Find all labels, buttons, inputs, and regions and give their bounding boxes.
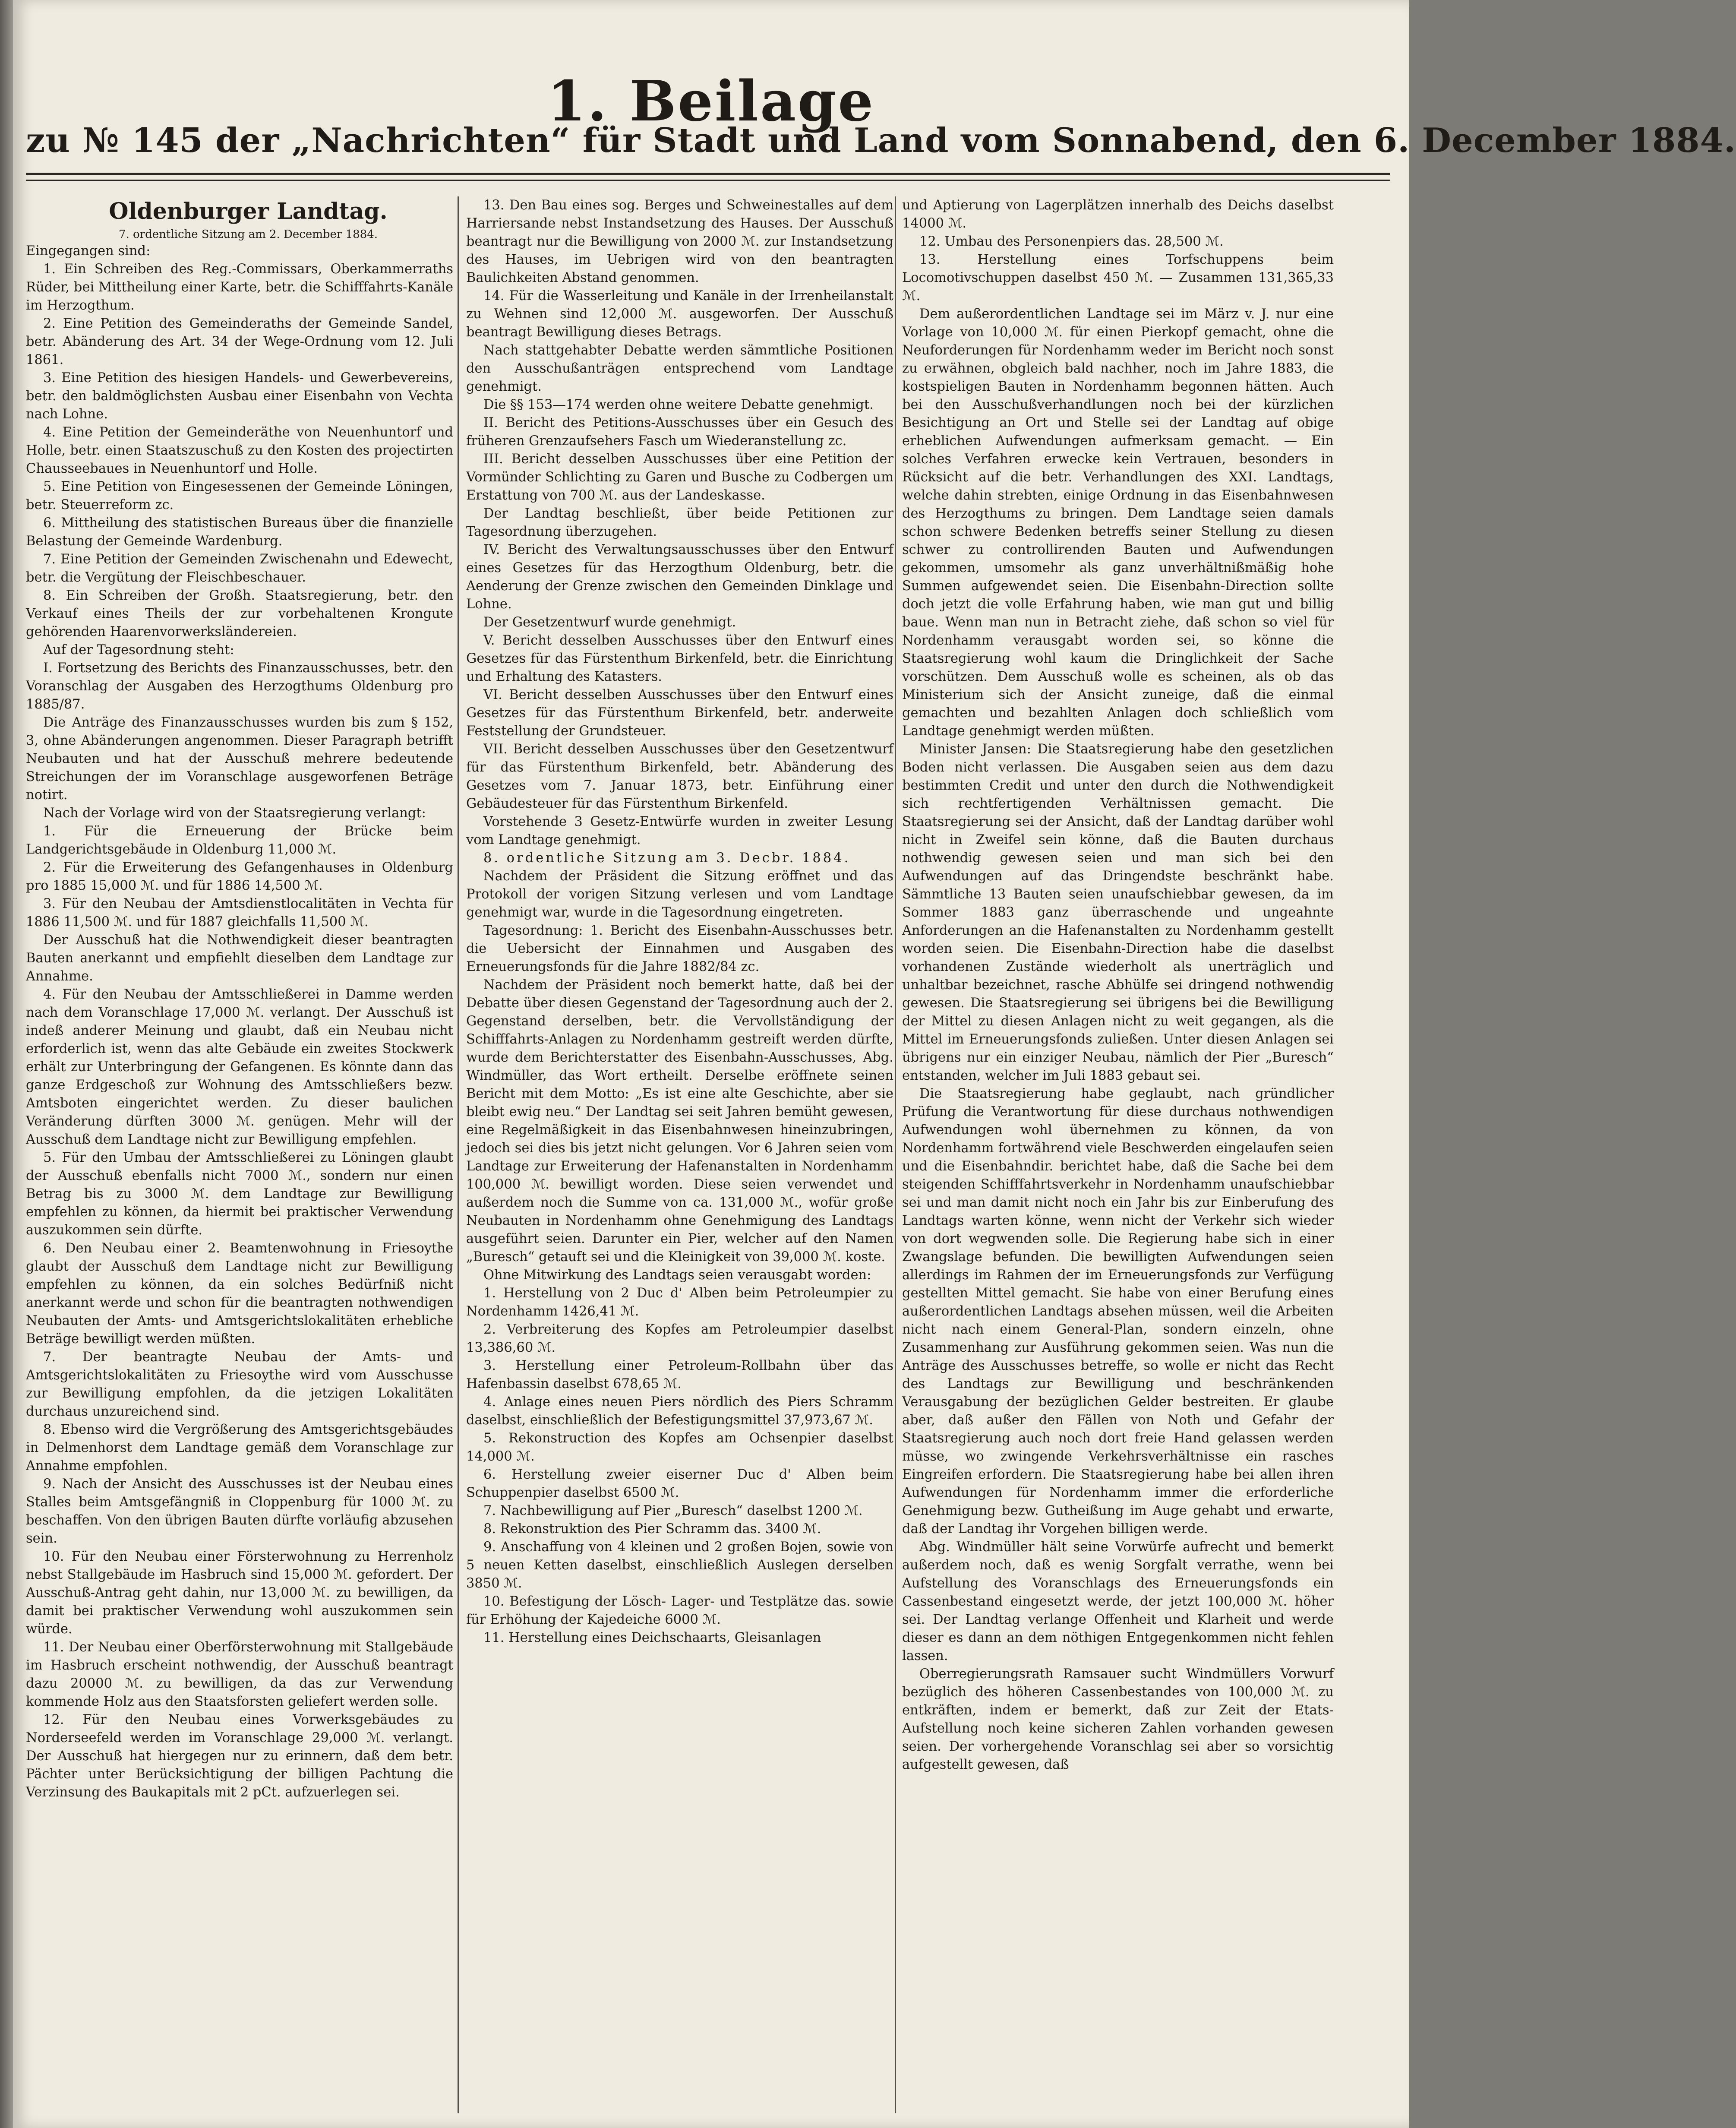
issue-line: zu № 145 der „Nachrichten“ für Stadt und Land vom Sonnabend, den 6. December 1884. bbox=[26, 121, 1736, 160]
book-binding bbox=[0, 0, 13, 2128]
paragraph: 4. Eine Petition der Gemeinderäthe von Neuenhuntorf und Holle, betr. einen Staatszuschuß zu den Kosten des projectirten Chausseebaues in Neuenhuntorf und Holle. bbox=[26, 425, 453, 476]
paragraph: VI. Bericht desselben Ausschusses über den Entwurf eines Gesetzes für das Fürstenthum Birkenfeld, betr. anderweite Feststellung der Grundsteuer. bbox=[466, 687, 893, 739]
paragraph: 2. Eine Petition des Gemeinderaths der Gemeinde Sandel, betr. Abänderung des Art. 34 der Wege-Ordnung vom 12. Juli 1861. bbox=[26, 316, 453, 367]
column-3 bbox=[902, 196, 1334, 2113]
paragraph: Eingegangen sind: bbox=[26, 243, 151, 259]
paragraph: Die §§ 153—174 werden ohne weitere Debatte genehmigt. bbox=[483, 397, 874, 412]
paragraph: 10. Befestigung der Lösch- Lager- und Testplätze das. sowie für Erhöhung der Kajedeiche 6000 ℳ. bbox=[466, 1594, 893, 1627]
paragraph: Nach der Vorlage wird von der Staatsregierung verlangt: bbox=[43, 806, 426, 821]
column-1 bbox=[26, 196, 453, 2113]
supplement-title: 1. Beilage bbox=[547, 69, 875, 134]
paragraph: IV. Bericht des Verwaltungsausschusses über den Entwurf eines Gesetzes für das Herzogthum Oldenburg, betr. die Aenderung der Grenze zwischen den Gemeinden Dinklage und Lohne. bbox=[466, 542, 893, 612]
paragraph: 3. Eine Petition des hiesigen Handels- und Gewerbevereins, betr. den baldmöglichsten Ausbau einer Eisenbahn von Vechta nach Lohne. bbox=[26, 370, 453, 422]
header-rule-thin bbox=[26, 180, 1390, 181]
paragraph: 11. Der Neubau einer Oberförsterwohnung mit Stallgebäude im Hasbruch erscheint nothwendig, der Ausschuß beantragt dazu 20000 ℳ. zu bewilligen, da das zur Verwendung kommende Holz aus den Staatsforsten geliefert werden solle. bbox=[26, 1640, 453, 1709]
paragraph: 5. Für den Umbau der Amtsschließerei zu Löningen glaubt der Ausschuß ebenfalls nicht 7000 ℳ., sondern nur einen Betrag bis zu 3000 ℳ. dem Landtage zur Bewilligung empfehlen zu können, da hiermit bei praktischer Verwendung auszukommen sein dürfte. bbox=[26, 1150, 453, 1238]
paragraph: 6. Herstellung zweier eiserner Duc d' Alben beim Schuppenpier daselbst 6500 ℳ. bbox=[466, 1467, 893, 1500]
paragraph: 12. Für den Neubau eines Vorwerksgebäudes zu Norderseefeld werden im Voranschlage 29,000 ℳ. verlangt. Der Ausschuß hat hiergegen nur zu erinnern, daß dem betr. Pächter unter Berücksichtigung der billigen Pachtung die Verzinsung des Baukapitals mit 2 pCt. aufzuerlegen sei. bbox=[26, 1712, 453, 1800]
paragraph: 7. Der beantragte Neubau der Amts- und Amtsgerichtslokalitäten zu Friesoythe wird vom Ausschusse zur Bewilligung empfohlen, da die jetzigen Lokalitäten durchaus unzureichend sind. bbox=[26, 1350, 453, 1419]
paragraph: 6. Den Neubau einer 2. Beamtenwohnung in Friesoythe glaubt der Ausschuß dem Landtage nicht zur Bewilligung empfehlen zu können, da ein solches Bedürfniß nicht anerkannt werde und schon für die beantragten nothwendigen Neubauten der Amts- und Amtsgerichtslokalitäten erhebliche Beträge bewilligt werden müßten. bbox=[26, 1241, 453, 1347]
paragraph: 10. Für den Neubau einer Försterwohnung zu Herrenholz nebst Stallgebäude im Hasbruch sind 15,000 ℳ. gefordert. Der Ausschuß-Antrag geht dahin, nur 13,000 ℳ. zu bewilligen, da damit bei praktischer Verwendung wohl auszukommen sein würde. bbox=[26, 1549, 453, 1637]
paragraph: Abg. Windmüller hält seine Vorwürfe aufrecht und bemerkt außerdem noch, daß es wenig Sorgfalt verrathe, wenn bei Aufstellung des Voranschlags des Erneuerungsfonds ein Cassenbestand eingesetzt werde, der jetzt 100,000 ℳ. höher sei. Der Landtag verlange Offenheit und Klarheit und werde dieser es dann an dem nöthigen Entgegenkommen nicht fehlen lassen. bbox=[902, 1540, 1334, 1663]
paragraph: Dem außerordentlichen Landtage sei im März v. J. nur eine Vorlage von 10,000 ℳ. für einen Pierkopf gemacht, ohne die Neuforderungen für Nordenhamm weder im Bericht noch sonst zu erwähnen, obgleich bald nachher, noch im Jahre 1883, die kostspieligen Bauten in Nordenhamm begonnen hätten. Auch bei den Ausschußverhandlungen noch bei der kürzlichen Besichtigung an Ort und Stelle sei der Landtag auf obige erheblichen Aufwendungen aufmerksam gemacht. — Ein solches Verfahren erwecke kein Vertrauen, besonders in Rücksicht auf die betr. Verhandlungen des XXI. Landtags, welche dahin strebten, einige Ordnung in das Eisenbahnwesen des Herzogthums zu bringen. Dem Landtage seien damals schon schwere Bedenken betreffs seiner Stellung zu diesen schwer zu controllirenden Bauten und Aufwendungen gekommen, umsomehr als ganz unverhältnißmäßig hohe Summen aufgewendet seien. Die Eisenbahn-Direction sollte doch jetzt die volle Erfahrung haben, wie man gut und billig baue. Wenn man nun in Betracht ziehe, daß schon so viel für Nordenhamm verausgabt worden sei, so könne die Staatsregierung wohl kaum die Dringlichkeit der Sache vorschützen. Dem Ausschuß wolle es scheinen, als ob das Ministerium sich der Ansicht zuneige, daß die einmal gemachten und bezahlten Anlagen doch schließlich vom Landtage genehmigt werden müßten. bbox=[902, 307, 1334, 739]
paragraph: Ohne Mitwirkung des Landtags seien verausgabt worden: bbox=[483, 1268, 871, 1283]
paragraph: 11. Herstellung eines Deichschaarts, Gleisanlagen bbox=[483, 1630, 821, 1645]
paragraph: 2. Verbreiterung des Kopfes am Petroleumpier daselbst 13,386,60 ℳ. bbox=[466, 1322, 893, 1355]
paragraph: V. Bericht desselben Ausschusses über den Entwurf eines Gesetzes für das Fürstenthum Birkenfeld, betr. die Einrichtung und Erhaltung des Katasters. bbox=[466, 633, 893, 684]
paragraph: Nach stattgehabter Debatte werden sämmtliche Positionen den Ausschußanträgen entsprechend vom Landtage genehmigt. bbox=[466, 343, 893, 394]
paragraph: 12. Umbau des Personenpiers das. 28,500 ℳ. bbox=[919, 234, 1224, 249]
paragraph: 9. Nach der Ansicht des Ausschusses ist der Neubau eines Stalles beim Amtsgefängniß in Cloppenburg für 1000 ℳ. zu beschaffen. Von den übrigen Bauten dürfte vorläufig abzusehen sein. bbox=[26, 1477, 453, 1546]
paragraph: 13. Den Bau eines sog. Berges und Schweinestalles auf dem Harriersande nebst Instandsetzung des Hauses. Der Ausschuß beantragt nur die Bewilligung von 2000 ℳ. zur Instandsetzung des Hauses, im Uebrigen wird von den beantragten Baulichkeiten Abstand genommen. bbox=[466, 198, 893, 285]
paragraph: 2. Für die Erweiterung des Gefangenhauses in Oldenburg pro 1885 15,000 ℳ. und für 1886 14,500 ℳ. bbox=[26, 860, 453, 893]
paragraph: 6. Mittheilung des statistischen Bureaus über die finanzielle Belastung der Gemeinde Wardenburg. bbox=[26, 515, 453, 549]
paragraph: 8. Ebenso wird die Vergrößerung des Amtsgerichtsgebäudes in Delmenhorst dem Landtage gemäß dem Voranschlage zur Annahme empfohlen. bbox=[26, 1422, 453, 1473]
paragraph: und Aptierung von Lagerplätzen innerhalb des Deichs daselbst 14000 ℳ. bbox=[902, 198, 1334, 231]
paragraph: Vorstehende 3 Gesetz-Entwürfe wurden in zweiter Lesung vom Landtage genehmigt. bbox=[466, 814, 893, 847]
paragraph: III. Bericht desselben Ausschusses über eine Petition der Vormünder Schlichting zu Garen und Busche zu Codbergen um Erstattung von 700 ℳ. aus der Landeskasse. bbox=[466, 452, 893, 503]
paragraph: Nachdem der Präsident die Sitzung eröffnet und das Protokoll der vorigen Sitzung verlesen und vom Landtage genehmigt war, wurde in die Tagesordnung eingetreten. bbox=[466, 869, 893, 920]
newspaper-page bbox=[13, 0, 1736, 2128]
article-heading: Oldenburger Landtag. bbox=[109, 198, 388, 224]
paragraph: Auf der Tagesordnung steht: bbox=[43, 642, 234, 658]
paragraph: Oberregierungsrath Ramsauer sucht Windmüllers Vorwurf bezüglich des höheren Cassenbestandes von 100,000 ℳ. zu entkräften, indem er bemerkt, daß zur Zeit der Etats-Aufstellung noch keine sicheren Zahlen vorhanden gewesen seien. Der vorhergehende Voranschlag sei aber so vorsichtig aufgestellt gewesen, daß bbox=[902, 1666, 1334, 1772]
column-2 bbox=[466, 196, 893, 2113]
column-divider bbox=[895, 196, 896, 2113]
paragraph: Der Landtag beschließt, über beide Petitionen zur Tagesordnung überzugehen. bbox=[466, 506, 893, 539]
session-line: 7. ordentliche Sitzung am 2. December 1884. bbox=[118, 228, 378, 241]
paragraph: 5. Eine Petition von Eingesessenen der Gemeinde Löningen, betr. Steuerreform zc. bbox=[26, 479, 453, 512]
paragraph: Der Gesetzentwurf wurde genehmigt. bbox=[483, 615, 736, 630]
column-divider bbox=[458, 196, 459, 2113]
paragraph: 8. Rekonstruktion des Pier Schramm das. 3400 ℳ. bbox=[483, 1521, 821, 1537]
paragraph: 4. Anlage eines neuen Piers nördlich des Piers Schramm daselbst, einschließlich der Befestigungsmittel 37,973,67 ℳ. bbox=[466, 1394, 893, 1428]
paragraph: Die Anträge des Finanzausschusses wurden bis zum § 152, 3, ohne Abänderungen angenommen. Dieser Paragraph betrifft Neubauten und hat der Ausschuß mehrere bedeutende Streichungen der im Voranschlage ausgeworfenen Beträge notirt. bbox=[26, 715, 453, 803]
paragraph: Die Staatsregierung habe geglaubt, nach gründlicher Prüfung die Verantwortung für diese durchaus nothwendigen Aufwendungen wohl übernehmen zu können, da von Nordenhamm fortwährend viele Beschwerden eingelaufen seien und die Eisenbahndir. berichtet habe, daß die Sache bei dem steigenden Schifffahrtsverkehr in Nordenhamm unaufschiebbar sei und man damit nicht noch ein Jahr bis zur Einberufung des Landtags warten könne, wenn nicht der Verkehr sich wieder von dort wegwenden solle. Die Regierung habe sich in einer Zwangslage befunden. Die bewilligten Aufwendungen seien allerdings im Rahmen der im Erneuerungsfonds zur Verfügung gestellten Mittel gemacht. Sie habe von einer Berufung eines außerordentlichen Landtags absehen müssen, weil die Arbeiten nicht nach einem General-Plan, sondern einzeln, ohne Zusammenhang zur Ausführung gekommen seien. Was nun die Anträge des Ausschusses betreffe, so wolle er nicht das Recht des Landtags zur Bewilligung und beschränkenden Verausgabung der bezüglichen Gelder bestreiten. Er glaube aber, daß außer den Fällen von Noth und Gefahr der Staatsregierung auch noch dort freie Hand gelassen werden müsse, wo zwingende Verkehrsverhältnisse ein rasches Eingreifen erfordern. Die Staatsregierung habe bei allen ihren Aufwendungen für Nordenhamm immer die erforderliche Genehmigung bezw. Gutheißung im Auge gehabt und erwarte, daß der Landtag ihr Vorgehen billigen werde. bbox=[902, 1086, 1334, 1537]
paragraph: 14. Für die Wasserleitung und Kanäle in der Irrenheilanstalt zu Wehnen sind 12,000 ℳ. ausgeworfen. Der Ausschuß beantragt Bewilligung dieses Betrags. bbox=[466, 288, 893, 340]
paragraph: Nachdem der Präsident noch bemerkt hatte, daß bei der Debatte über diesen Gegenstand der Tagesordnung auch der 2. Gegenstand derselben, betr. die Vervollständigung der Schifffahrts-Anlagen zu Nordenhamm gestreift werden dürfte, wurde dem Berichterstatter des Eisenbahn-Ausschusses, Abg. Windmüller, das Wort ertheilt. Derselbe eröffnete seinen Bericht mit dem Motto: „Es ist eine alte Geschichte, aber sie bleibt ewig neu.“ Der Landtag sei seit Jahren bemüht gewesen, eine Regelmäßigkeit in das Eisenbahnwesen hineinzubringen, jedoch sei dies bis jetzt nicht gelungen. Vor 6 Jahren seien vom Landtage zur Erweiterung der Hafenanstalten in Nordenhamm 100,000 ℳ. bewilligt worden. Diese seien verwendet und außerdem noch die Summe von ca. 131,000 ℳ., wofür große Neubauten in Nordenhamm ohne Genehmigung des Landtags ausgeführt seien. Darunter ein Pier, welcher auf den Namen „Buresch“ getauft sei und die Kleinigkeit von 39,000 ℳ. koste. bbox=[466, 977, 893, 1265]
paragraph: 4. Für den Neubau der Amtsschließerei in Damme werden nach dem Voranschlage 17,000 ℳ. verlangt. Der Ausschuß ist indeß anderer Meinung und glaubt, daß ein Neubau nicht erforderlich ist, wenn das alte Gebäude ein zweites Stockwerk erhält zur Unterbringung der Gefangenen. Es könnte dann das ganze Erdgeschoß zur Wohnung des Amtsschließers bezw. Amtsboten eingerichtet werden. Zu dieser baulichen Veränderung dürften 3000 ℳ. genügen. Mehr will der Ausschuß dem Landtage nicht zur Bewilligung empfehlen. bbox=[26, 987, 453, 1147]
paragraph: 3. Herstellung einer Petroleum-Rollbahn über das Hafenbassin daselbst 678,65 ℳ. bbox=[466, 1358, 893, 1391]
paragraph: Tagesordnung: 1. Bericht des Eisenbahn-Ausschusses betr. die Uebersicht der Einnahmen und Ausgaben des Erneuerungsfonds für die Jahre 1882/84 zc. bbox=[466, 923, 893, 974]
paragraph: Der Ausschuß hat die Nothwendigkeit dieser beantragten Bauten anerkannt und empfiehlt dieselben dem Landtage zur Annahme. bbox=[26, 933, 453, 984]
paragraph: 7. Nachbewilligung auf Pier „Buresch“ daselbst 1200 ℳ. bbox=[483, 1503, 863, 1518]
paragraph: 9. Anschaffung von 4 kleinen und 2 großen Bojen, sowie von 5 neuen Ketten daselbst, einschließlich Auslegen derselben 3850 ℳ. bbox=[466, 1540, 893, 1591]
paragraph: II. Bericht des Petitions-Ausschusses über ein Gesuch des früheren Grenzaufsehers Fasch um Wiederanstellung zc. bbox=[466, 415, 893, 449]
header-rule bbox=[26, 173, 1390, 175]
paragraph: 1. Herstellung von 2 Duc d' Alben beim Petroleumpier zu Nordenhamm 1426,41 ℳ. bbox=[466, 1286, 893, 1319]
paragraph: 7. Eine Petition der Gemeinden Zwischenahn und Edewecht, betr. die Vergütung der Fleischbeschauer. bbox=[26, 552, 453, 585]
paragraph: 13. Herstellung eines Torfschuppens beim Locomotivschuppen daselbst 450 ℳ. — Zusammen 131,365,33 ℳ. bbox=[902, 252, 1334, 304]
paragraph: Minister Jansen: Die Staatsregierung habe den gesetzlichen Boden nicht verlassen. Die Ausgaben seien aus dem dazu bestimmten Credit und unter den durch die Nothwendigkeit sich rechtfertigenden Verhältnissen gemacht. Die Staatsregierung sei der Ansicht, daß der Landtag darüber wohl nicht in Zweifel sein könne, daß die Bauten durchaus nothwendig gewesen seien und man sich bei den Aufwendungen auf das Dringendste beschränkt habe. Sämmtliche 13 Bauten seien unaufschiebbar gewesen, da im Sommer 1883 ganz überraschende und ungeahnte Anforderungen an die Hafenanstalten zu Nordenhamm gestellt worden seien. Die Eisenbahn-Direction habe die daselbst vorhandenen Zustände wiederholt als unerträglich und unhaltbar bezeichnet, rasche Abhülfe sei dringend nothwendig gewesen. Die Staatsregierung sei übrigens bei die Bewilligung der Mittel zu diesen Anlagen nicht zu weit gegangen, als die Mittel im Erneuerungsfonds zuließen. Unter diesen Anlagen sei übrigens nur ein einziger Neubau, nämlich der Pier „Buresch“ entstanden, welcher im Juli 1883 gebaut sei. bbox=[902, 742, 1334, 1083]
paragraph: 3. Für den Neubau der Amtsdienstlocalitäten in Vechta für 1886 11,500 ℳ. und für 1887 gleichfalls 11,500 ℳ. bbox=[26, 896, 453, 930]
paragraph: 8. Ein Schreiben der Großh. Staatsregierung, betr. den Verkauf eines Theils der zur vorbehaltenen Krongute gehörenden Haarenvorwerksländereien. bbox=[26, 588, 453, 639]
paragraph: 5. Rekonstruction des Kopfes am Ochsenpier daselbst 14,000 ℳ. bbox=[466, 1431, 893, 1464]
paragraph: 1. Ein Schreiben des Reg.-Commissars, Oberkammerraths Rüder, bei Mittheilung einer Karte, betr. die Schifffahrts-Kanäle im Herzogthum. bbox=[26, 262, 453, 313]
paragraph: I. Fortsetzung des Berichts des Finanzausschusses, betr. den Voranschlag der Ausgaben des Herzogthums Oldenburg pro 1885/87. bbox=[26, 661, 453, 712]
paragraph: 1. Für die Erneuerung der Brücke beim Landgerichtsgebäude in Oldenburg 11,000 ℳ. bbox=[26, 824, 453, 857]
session-heading: 8. ordentliche Sitzung am 3. Decbr. 1884. bbox=[483, 851, 851, 866]
paragraph: VII. Bericht desselben Ausschusses über den Gesetzentwurf für das Fürstenthum Birkenfeld, betr. Abänderung des Gesetzes vom 7. Januar 1873, betr. Einführung einer Gebäudesteuer für das Fürstenthum Birkenfeld. bbox=[466, 742, 893, 811]
